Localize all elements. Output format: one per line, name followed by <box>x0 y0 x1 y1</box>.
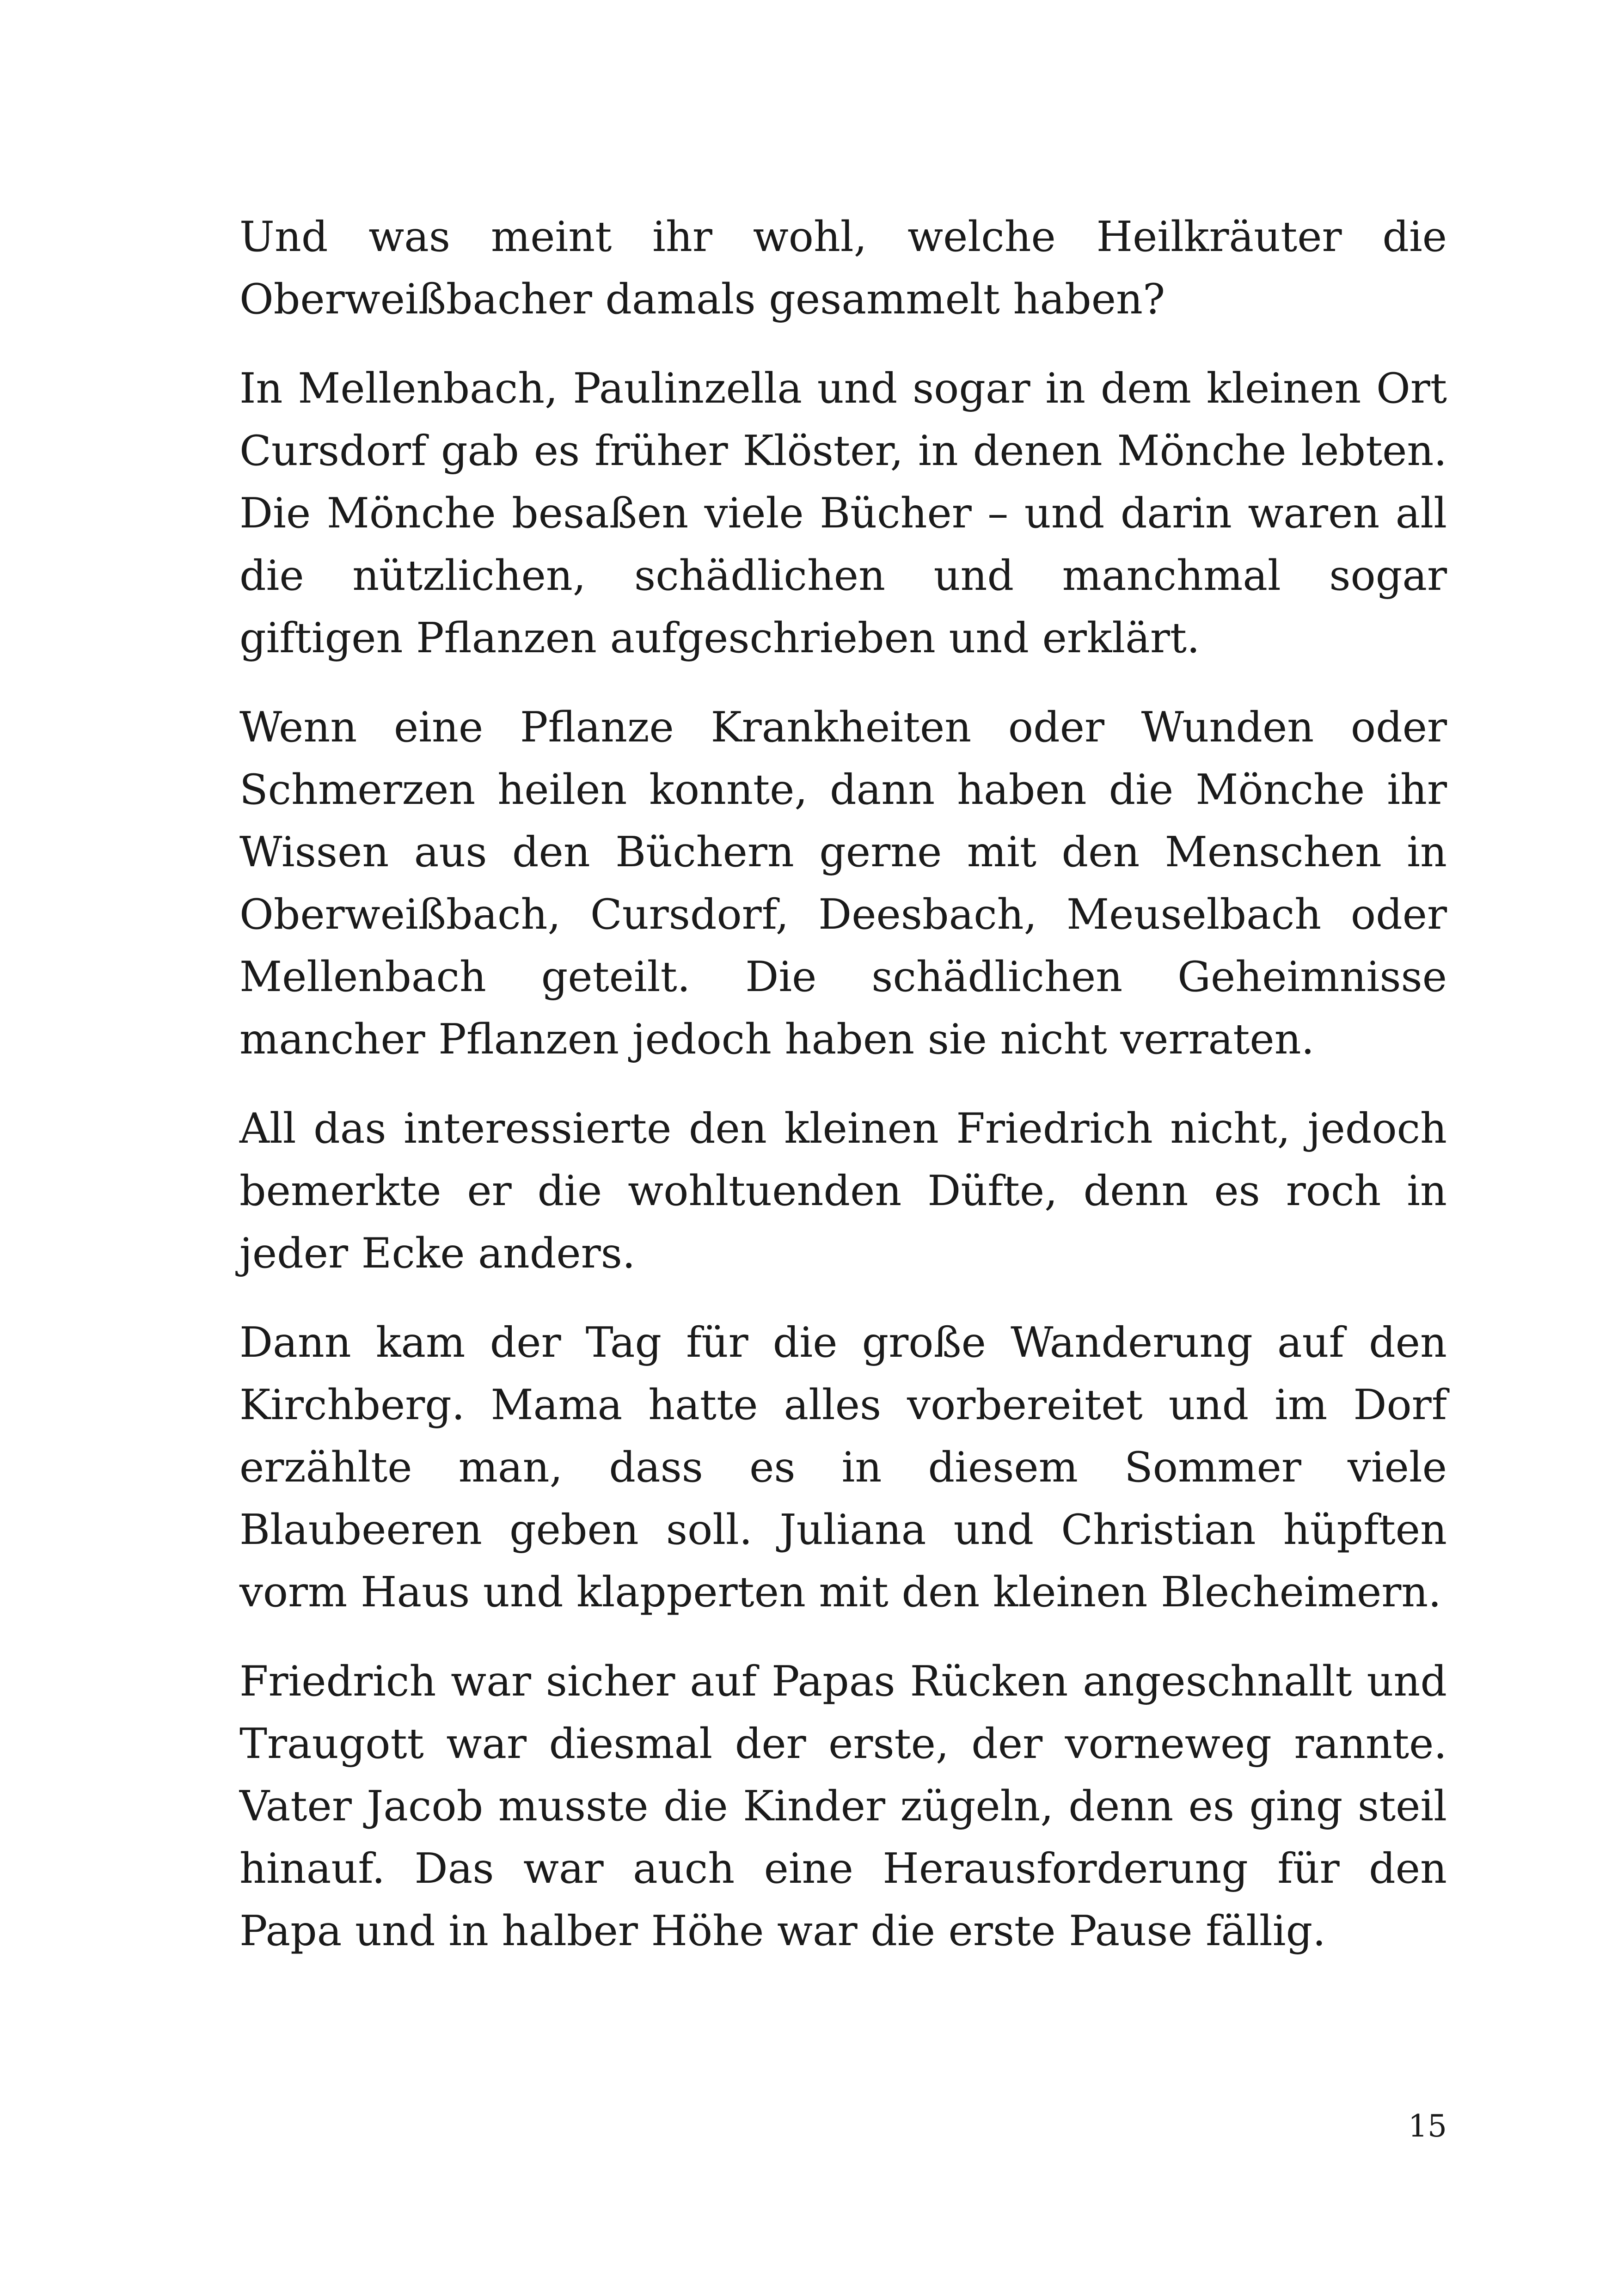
paragraph-6: Friedrich war sicher auf Papas Rücken angeschnallt und Traugott war diesmal der erste, der vorneweg rannte. Vater Jacob musste die Kinder zügeln, denn es ging steil hinauf. Das war auch eine Herausforderung für den Papa und in halber Höhe war die erste Pause fällig. <box>239 1657 1447 1955</box>
body-text <box>239 206 1447 1989</box>
paragraph-4: All das interessierte den kleinen Friedrich nicht, jedoch bemerkte er die wohltuenden Düfte, denn es roch in jeder Ecke anders. <box>239 1104 1447 1278</box>
paragraph-1: Und was meint ihr wohl, welche Heilkräuter die Oberweißbacher damals gesammelt haben? <box>239 213 1447 324</box>
paragraph-3: Wenn eine Pflanze Krankheiten oder Wunden oder Schmerzen heilen konnte, dann haben die Mönche ihr Wissen aus den Büchern gerne mit den Menschen in Oberweißbach, Cursdorf, Deesbach, Meuselbach oder Mellenbach geteilt. Die schädlichen Geheimnisse mancher Pflanzen jedoch haben sie nicht verraten. <box>239 703 1447 1064</box>
paragraph-2: In Mellenbach, Paulinzella und sogar in dem kleinen Ort Cursdorf gab es früher Klöster, in denen Mönche lebten. Die Mönche besaßen viele Bücher – und darin waren all die nützlichen, schädlichen und manchmal sogar giftigen Pflanzen aufgeschrieben und erklärt. <box>239 364 1447 662</box>
paragraph-5: Dann kam der Tag für die große Wanderung auf den Kirchberg. Mama hatte alles vorbereitet und im Dorf erzählte man, dass es in diesem Sommer viele Blaubeeren geben soll. Juliana und Christian hüpften vorm Haus und klapperten mit den kleinen Blecheimern. <box>239 1318 1447 1616</box>
page-number: 15 <box>1408 2108 1447 2144</box>
